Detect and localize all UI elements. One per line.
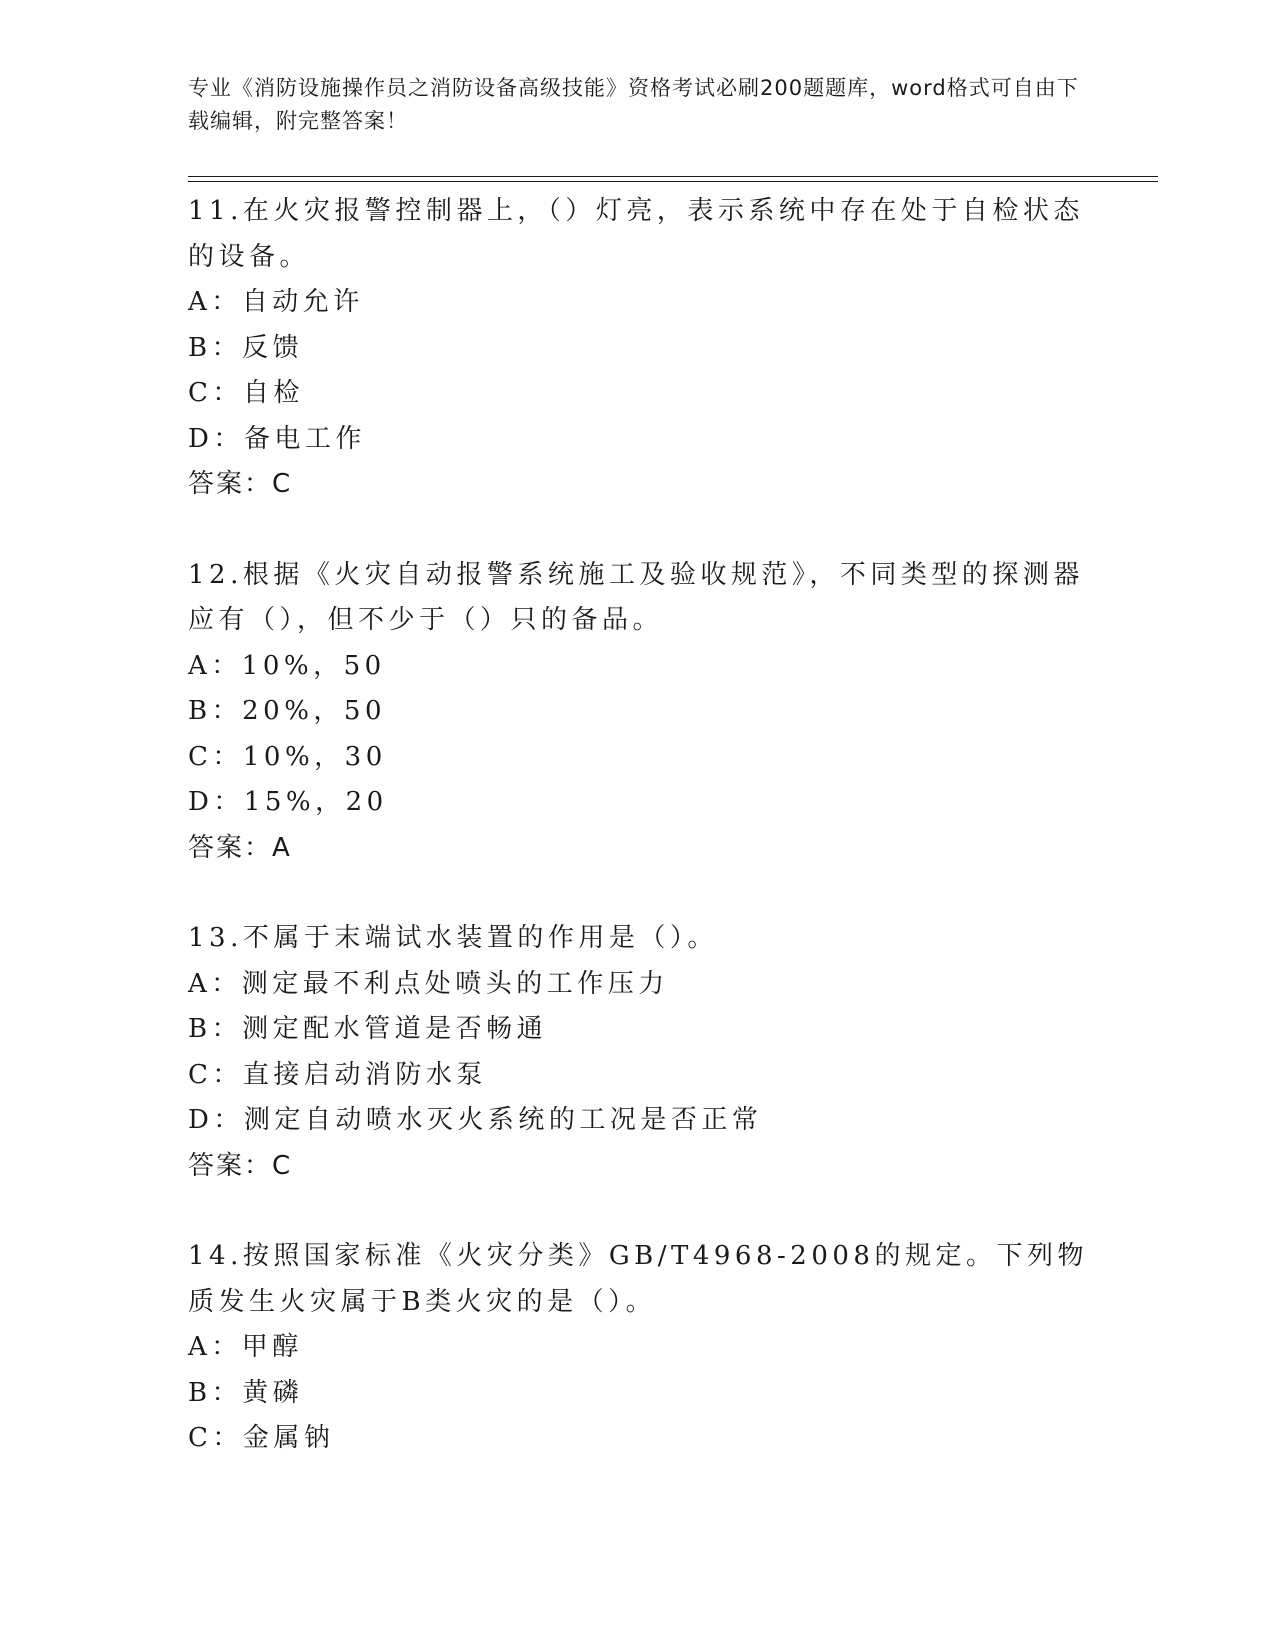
option-a: A：测定最不利点处喷头的工作压力 [188, 968, 669, 999]
question-13 [188, 916, 1088, 1189]
question-12 [188, 553, 1088, 872]
option-b: B：20%，50 [188, 696, 386, 726]
answer: 答案：C [188, 1150, 293, 1181]
option-c: C：自检 [188, 378, 304, 408]
question-14 [188, 1234, 1088, 1462]
option-a: A：10%，50 [188, 650, 386, 681]
option-b: B：黄磷 [188, 1377, 304, 1408]
option-d: D：15%，20 [188, 787, 388, 817]
option-c: C：金属钠 [188, 1423, 335, 1453]
option-c: C：10%，30 [188, 741, 387, 772]
option-a: A：自动允许 [188, 287, 364, 317]
option-c: C：直接启动消防水泵 [188, 1059, 487, 1090]
option-b: B：反馈 [188, 332, 304, 363]
option-d: D：测定自动喷水灭火系统的工况是否正常 [188, 1105, 763, 1135]
question-stem: 11.在火灾报警控制器上，（）灯亮，表示系统中存在处于自检状态的设备。 [188, 196, 1084, 272]
question-list [188, 189, 1088, 1507]
question-stem: 14.按照国家标准《火灾分类》GB/T4968-2008的规定。下列物质发生火灾属于B类火灾的是（）。 [188, 1241, 1088, 1317]
question-stem: 13.不属于末端试水装置的作用是（）。 [188, 923, 718, 953]
answer: 答案：A [188, 832, 292, 863]
option-a: A：甲醇 [188, 1332, 303, 1362]
header-divider [188, 176, 1158, 182]
answer: 答案：C [188, 469, 293, 499]
option-d: D：备电工作 [188, 423, 366, 454]
question-11 [188, 189, 1088, 508]
option-b: B：测定配水管道是否畅通 [188, 1014, 548, 1044]
question-stem: 12.根据《火灾自动报警系统施工及验收规范》，不同类型的探测器应有（），但不少于（）只的备品。 [188, 559, 1084, 635]
document-header: 专业《消防设施操作员之消防设备高级技能》资格考试必刷200题题库，word格式可自由下载编辑，附完整答案！ [188, 76, 1079, 133]
